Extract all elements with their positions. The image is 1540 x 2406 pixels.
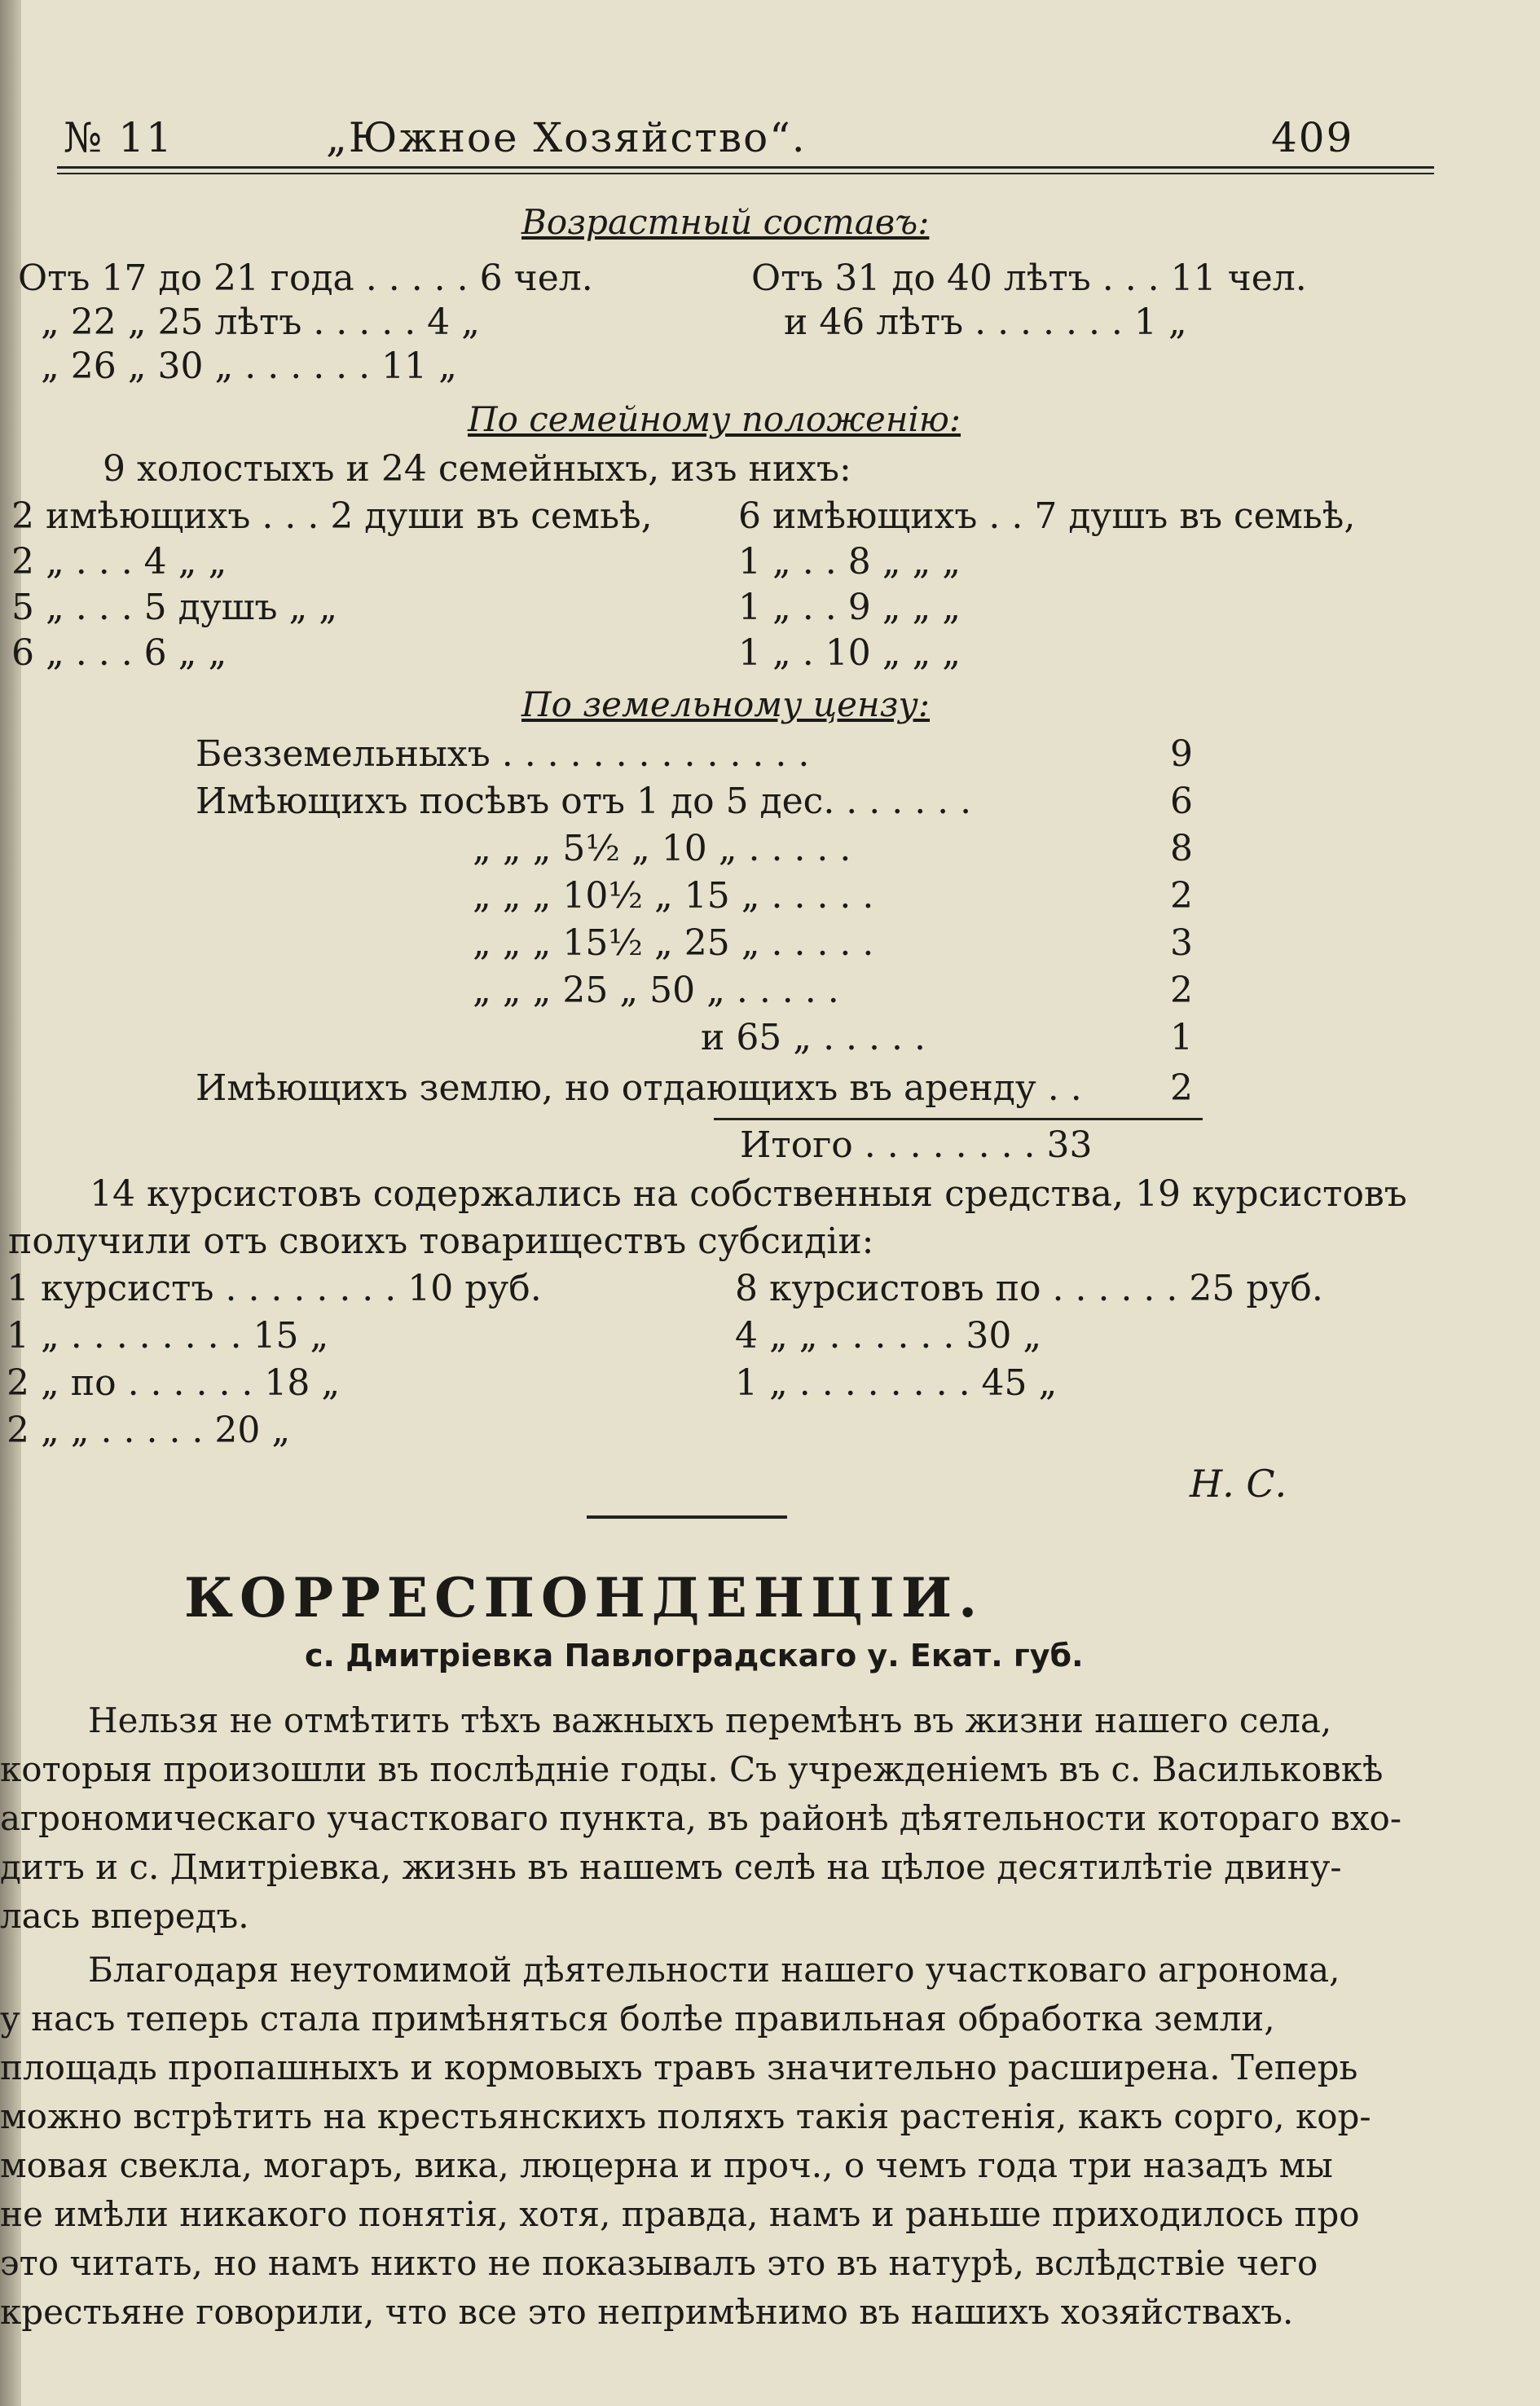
family-row-left: 5 „ . . . 5 душъ „ „ (11, 587, 338, 628)
land-row-label: и 65 „ . . . . . (701, 1017, 926, 1058)
funding-row-left: 1 „ . . . . . . . . 15 „ (7, 1315, 329, 1357)
paragraph-line: агрономическаго участковаго пункта, въ районѣ дѣятельности котораго вхо- (0, 1798, 1402, 1838)
land-row-label: Безземельныхъ . . . . . . . . . . . . . . (196, 733, 810, 775)
land-row-count: 2 (1170, 875, 1193, 917)
age-row-right: и 46 лѣтъ . . . . . . . 1 „ (784, 301, 1187, 343)
land-row-count: 1 (1170, 1017, 1193, 1058)
paragraph-line: у насъ теперь стала примѣняться болѣе правильная обработка земли, (0, 1999, 1275, 2039)
land-total: Итого . . . . . . . . 33 (740, 1124, 1093, 1166)
paragraph-line: мовая свекла, могаръ, вика, люцерна и проч., о чемъ года три назадъ мы (0, 2145, 1333, 2185)
land-row-count: 9 (1170, 733, 1193, 775)
header-rule-thin (57, 173, 1434, 174)
family-row-right: 1 „ . 10 „ „ „ (738, 632, 961, 674)
journal-title: „Южное Хозяйство“. (326, 114, 807, 161)
section-heading: КОРРЕСПОНДЕНЦІИ. (184, 1566, 984, 1630)
land-title: По земельному цензу: (521, 684, 931, 724)
issue-number: № 11 (64, 114, 174, 161)
paragraph-line: площадь пропашныхъ и кормовыхъ травъ значительно расширена. Теперь (0, 2048, 1358, 2087)
land-row-label: „ „ „ 15½ „ 25 „ . . . . . (473, 922, 874, 964)
family-row-left: 6 „ . . . 6 „ „ (11, 632, 227, 674)
family-row-left: 2 имѣющихъ . . . 2 души въ семьѣ, (11, 495, 653, 537)
funding-row-right: 1 „ . . . . . . . . 45 „ (735, 1362, 1058, 1404)
land-row-label: „ „ „ 25 „ 50 „ . . . . . (473, 970, 839, 1011)
funding-row-left: 1 курсистъ . . . . . . . . 10 руб. (7, 1268, 542, 1309)
land-row-count: 2 (1170, 1067, 1193, 1109)
paragraph-line: дитъ и с. Дмитріевка, жизнь въ нашемъ селѣ на цѣлое десятилѣтіе двину- (0, 1847, 1342, 1887)
family-title: По семейному положенію: (468, 399, 961, 439)
land-row-count: 8 (1170, 828, 1193, 869)
age-row-left: „ 26 „ 30 „ . . . . . . 11 „ (41, 345, 457, 387)
funding-row-left: 2 „ по . . . . . . 18 „ (7, 1362, 341, 1404)
funding-line: получили отъ своихъ товариществъ субсидіи: (8, 1221, 874, 1262)
land-row-label: Имѣющихъ посѣвъ отъ 1 до 5 дес. . . . . . . (196, 781, 972, 822)
total-rule (714, 1118, 1203, 1120)
paragraph-line: лась впередъ. (0, 1896, 249, 1936)
age-title: Возрастный составъ: (521, 202, 930, 242)
paragraph-line: крестьяне говорили, что все это непримѣнимо въ нашихъ хозяйствахъ. (0, 2292, 1294, 2332)
land-row-label: „ „ „ 5½ „ 10 „ . . . . . (473, 828, 851, 869)
land-row-label: Имѣющихъ землю, но отдающихъ въ аренду . . (196, 1067, 1082, 1109)
paragraph-line: Благодаря неутомимой дѣятельности нашего участковаго агронома, (88, 1950, 1340, 1990)
age-row-right: Отъ 31 до 40 лѣтъ . . . 11 чел. (751, 257, 1307, 299)
funding-row-right: 4 „ „ . . . . . . 30 „ (735, 1315, 1042, 1357)
paragraph-line: это читать, но намъ никто не показывалъ это въ натурѣ, вслѣдствіе чего (0, 2243, 1318, 2283)
place-heading: с. Дмитріевка Павлоградскаго у. Екат. губ. (305, 1638, 1084, 1674)
signature: Н. С. (1190, 1462, 1287, 1506)
funding-line: 14 курсистовъ содержались на собственныя средства, 19 курсистовъ (90, 1173, 1407, 1215)
land-row-count: 3 (1170, 922, 1193, 964)
section-divider (587, 1515, 787, 1519)
age-row-left: Отъ 17 до 21 года . . . . . 6 чел. (18, 257, 593, 299)
family-row-left: 2 „ . . . 4 „ „ (11, 541, 227, 583)
paragraph-line: Нельзя не отмѣтить тѣхъ важныхъ перемѣнъ въ жизни нашего села, (88, 1700, 1332, 1740)
land-row-label: „ „ „ 10½ „ 15 „ . . . . . (473, 875, 874, 917)
funding-row-right: 8 курсистовъ по . . . . . . 25 руб. (735, 1268, 1323, 1309)
paragraph-line: не имѣли никакого понятія, хотя, правда, намъ и раньше приходилось про (0, 2194, 1360, 2234)
page-number: 409 (1271, 114, 1354, 161)
funding-row-left: 2 „ „ . . . . . 20 „ (7, 1410, 291, 1451)
header-rule (57, 166, 1434, 169)
family-row-right: 6 имѣющихъ . . 7 душъ въ семьѣ, (738, 495, 1356, 537)
land-row-count: 6 (1170, 781, 1193, 822)
paragraph-line: можно встрѣтить на крестьянскихъ поляхъ такія растенія, какъ сорго, кор- (0, 2096, 1371, 2136)
family-row-right: 1 „ . . 9 „ „ „ (738, 587, 961, 628)
paragraph-line: которыя произошли въ послѣдніе годы. Съ учрежденіемъ въ с. Васильковкѣ (0, 1749, 1384, 1789)
family-row-right: 1 „ . . 8 „ „ „ (738, 541, 961, 583)
age-row-left: „ 22 „ 25 лѣтъ . . . . . 4 „ (41, 301, 480, 343)
family-intro: 9 холостыхъ и 24 семейныхъ, изъ нихъ: (103, 448, 851, 490)
land-row-count: 2 (1170, 970, 1193, 1011)
